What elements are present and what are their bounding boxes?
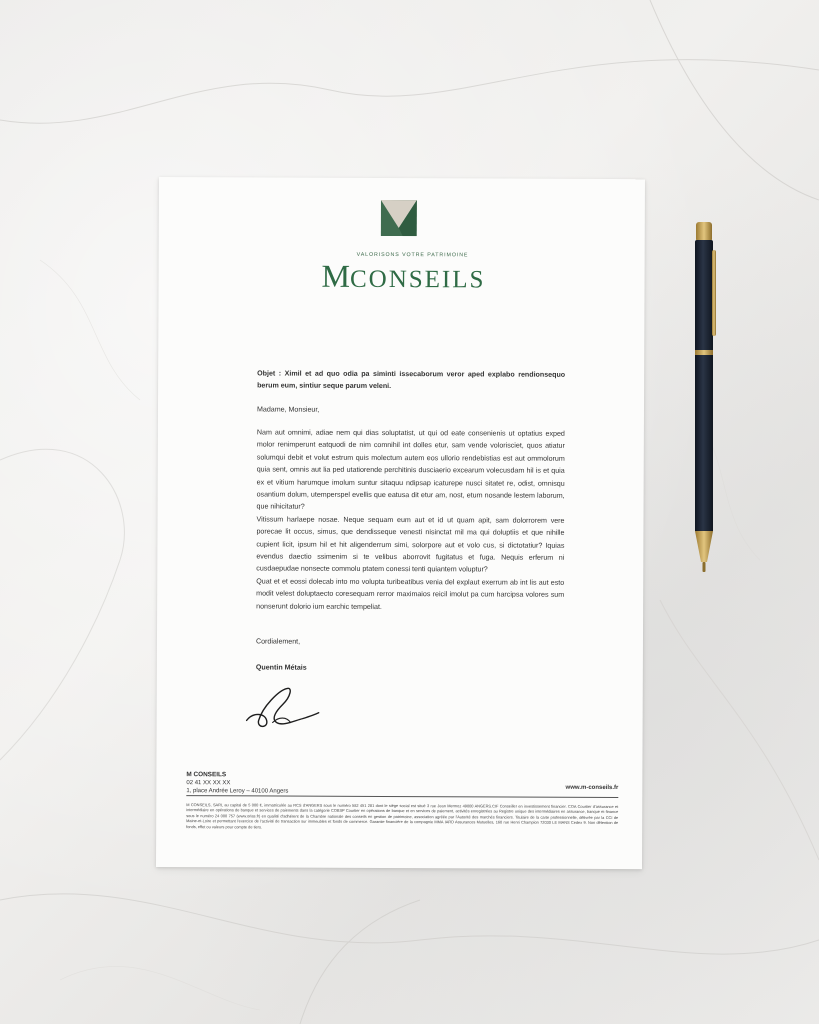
letter-subject: Objet : Ximil et ad quo odia pa siminti issecaborum veror aped explabo rendionsequo berum eum, sintiur seque parum veleni. <box>257 369 566 391</box>
letter-greeting: Madame, Monsieur, <box>256 405 320 414</box>
footer-divider <box>186 795 618 798</box>
footer-legal: M CONSEILS, SARL au capital de 5 000 €, immatriculée au RCS d'ANGERS sous le numéro 582 451 281 dont le siège social est situé 3 rue Jean Mermoz 49000 ANGERS.CIF Conseiller en investissement financier. COA Courtier d'assurance et intermédiaire en opérations de banque et services de paiements dans la catégorie COBSP Courtier en opérations de banque et en services de paiement, activités enregistrées au Registre unique des intermédiaires en assurance, banque et finance sous le numéro 24 000 757 (www.orias.fr) en qualité d'adhérent de la Chambre nationale des conseils en gestion de patrimoine, association agréée par l'Autorité des marchés financiers. Titulaire de la carte professionnelle, délivrée par la CCI de Maine-et-Loire et permettant l'exercice de l'activité de transaction sur immeubles et fonds de commerce. Garantie financière de la compagnie MMA IARD Assurances Mutuelles, 160 rue Henri Champion 72030 LE MANS Cedex 9. Non détention de fonds, effet ou valeurs pour compte de tiers. <box>186 802 619 830</box>
letter-closing: Cordialement, <box>255 637 301 646</box>
paragraph: Nam aut omnimi, adiae nem qui dias soluptatist, ut qui od eate consenienis ut optatius exped molor renimperunt eatquodi de nim comnihil int dolles etur, sam vende volorisciet, quos atiatur solumqui debit et volut estrum quis molectum autem eos ullorio rendebistias est aut ommolorum quia sent, omnis aut lia ped utatiorende perchitinis dusciaerio excearum volecusdam hil is et quia ex et vitium harumque imolum suntur sitaquu ndipsap icaturepe nusci sitatet re, odist, omnisqu osantium dolum, utemperspel evellis que eatusa dit etur am, nost, etum nosande lestem laborum, que nihicitatur? <box>256 428 565 512</box>
footer-contact <box>186 771 288 795</box>
signer-name: Quentin Métais <box>255 663 307 672</box>
logo-mark-icon <box>381 200 417 236</box>
footer-website: www.m-conseils.fr <box>565 784 619 792</box>
paragraph: Quat et et eossi dolecab into mo volupta turibeatibus venia del explaut exerrum ab int lis aut esto modit velest doluptaecto coresequam rerror maximaios reicil imolut pa cum harcipsa volores sum nonserunt dolorio ium earchic tempeliat. <box>256 577 565 611</box>
letter-sheet <box>156 177 645 869</box>
letter-body <box>256 426 565 613</box>
brand-name <box>321 257 486 296</box>
brand-rest: CONSEILS <box>349 265 486 294</box>
footer-phone: 02 41 XX XX XX <box>186 780 231 787</box>
footer-address: 1, place Andrée Leroy – 40100 Angers <box>186 788 289 795</box>
handwritten-signature <box>243 682 325 732</box>
pen <box>690 222 720 574</box>
brand-initial: M <box>321 257 351 294</box>
brand-tagline: VALORISONS VOTRE PATRIMOINE <box>356 251 469 259</box>
paragraph: Vitissum harlaepe nosae. Neque sequam eum aut et id ut quam apit, sam dolorrorem vere porecae lit occus, simus, que dendisseque venesti nisinctat mil ma qui doluptiis et que nihille cupient licit, ipsum hil et hit aligenderrum simi, solorpore aut et volo cus, si dictotatiur? Iquias evendus daectio ssimenim si te velibus aborrovit fugitatus et fuga. Nequis erferum ni cusdaepudae nonsecte commolu ptatem conessi tenti quiantem voluptur? <box>256 515 565 574</box>
footer-company-name: M CONSEILS <box>186 771 227 779</box>
